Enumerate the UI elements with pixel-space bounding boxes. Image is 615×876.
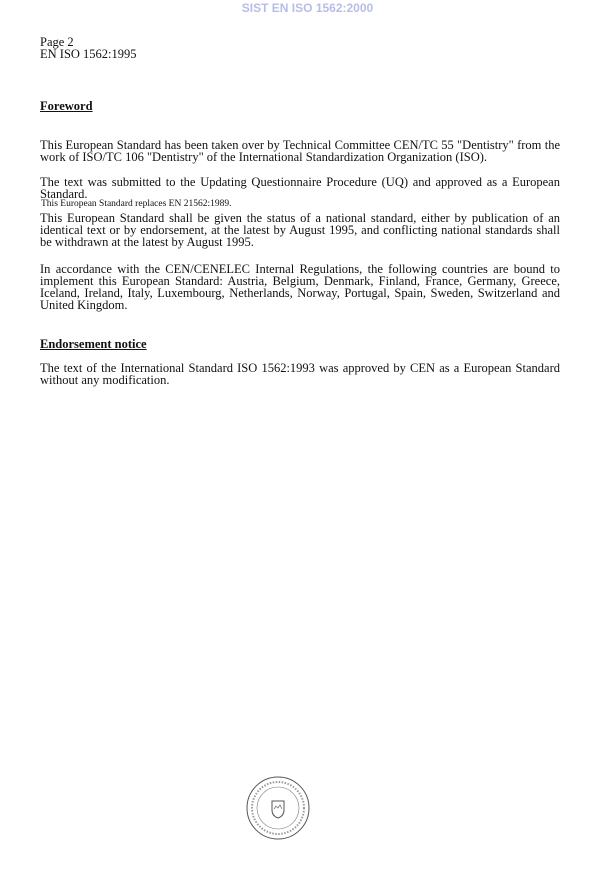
foreword-note: This European Standard replaces EN 21562:1989. [41,199,232,209]
document-id: EN ISO 1562:1995 [40,47,137,61]
foreword-paragraph-2: The text was submitted to the Updating Questionnaire Procedure (UQ) and approved as a European Standard. [40,175,560,201]
foreword-heading: Foreword [40,99,93,113]
foreword-paragraph-3: This European Standard shall be given the status of a national standard, either by publication of an identical text or by endorsement, at the latest by August 1995, and conflicting national standards shall be withdrawn at the latest by August 1995. [40,211,560,249]
watermark: SIST EN ISO 1562:2000 [241,1,374,15]
endorsement-heading: Endorsement notice [40,337,147,351]
page-header [40,36,137,60]
endorsement-paragraph: The text of the International Standard ISO 1562:1993 was approved by CEN as a European Standard without any modification. [40,361,560,387]
official-seal-stamp [245,775,311,841]
page-number: Page 2 [40,35,74,49]
foreword-paragraph-1: This European Standard has been taken over by Technical Committee CEN/TC 55 "Dentistry" from the work of ISO/TC 106 "Dentistry" of the International Standardization Organization (ISO). [40,138,560,164]
foreword-paragraph-4: In accordance with the CEN/CENELEC Internal Regulations, the following countries are bound to implement this European Standard: Austria, Belgium, Denmark, Finland, France, Germany, Greece, Iceland, Ireland, Italy, Luxembourg, Netherlands, Norway, Portugal, Spain, Sweden, Switzerland and United Kingdom. [40,262,560,312]
